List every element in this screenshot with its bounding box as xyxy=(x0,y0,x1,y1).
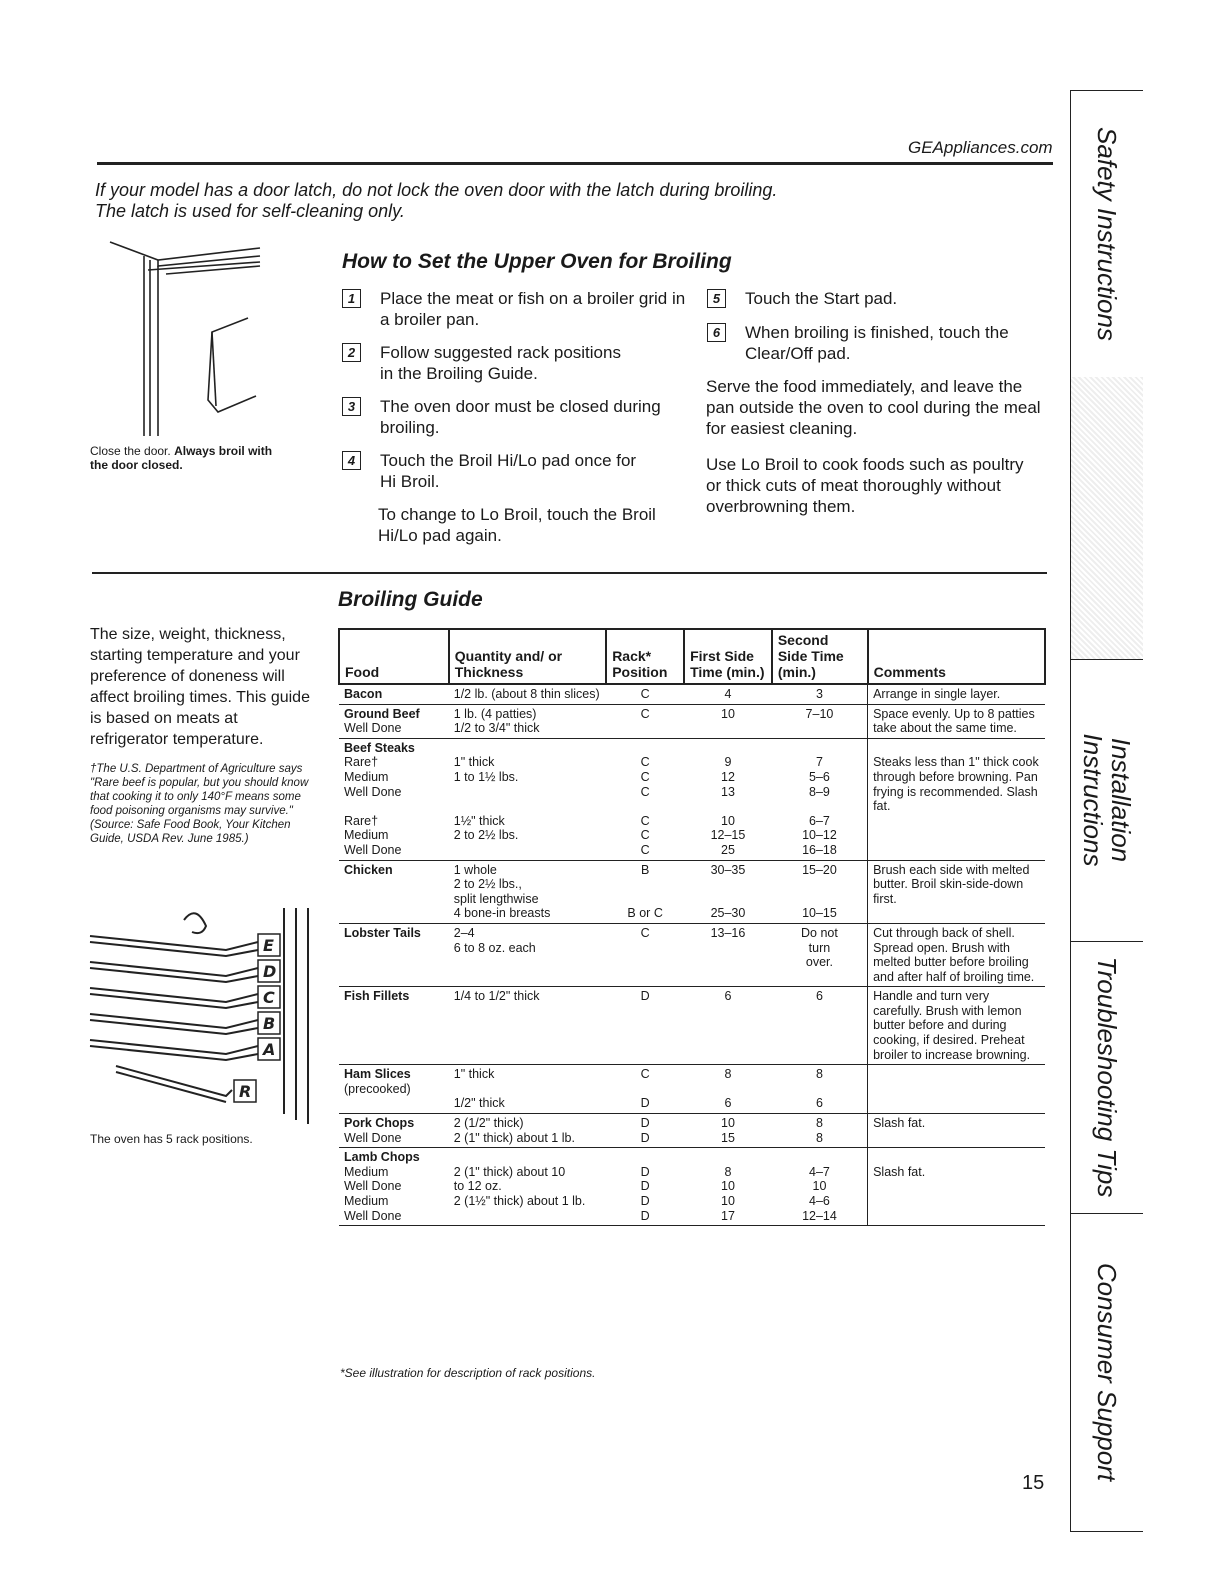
cell-first-side: 9 12 13 10 12–15 25 xyxy=(684,738,772,860)
cell-comments xyxy=(868,1065,1045,1114)
header-rack: Rack* Position xyxy=(606,629,684,684)
cell-rack: C C C C C C xyxy=(606,738,684,860)
oven-door-illustration xyxy=(100,236,270,444)
cell-food: Chicken xyxy=(339,860,449,923)
header-second-side: Second Side Time (min.) xyxy=(772,629,868,684)
cell-food: Pork Chops Well Done xyxy=(339,1114,449,1148)
cell-quantity: 1/4 to 1/2" thick xyxy=(449,987,606,1065)
cell-food: Lobster Tails xyxy=(339,923,449,986)
cell-rack: B B or C xyxy=(606,860,684,923)
tab-consumer-support[interactable] xyxy=(1071,1213,1143,1531)
cell-quantity: 1 lb. (4 patties) 1/2 to 3/4" thick xyxy=(449,704,606,738)
cell-rack: C xyxy=(606,684,684,704)
rack-label-b: B xyxy=(263,1014,276,1033)
cell-second-side: 4–7 10 4–6 12–14 xyxy=(772,1148,868,1226)
header-first-side: First Side Time (min.) xyxy=(684,629,772,684)
door-caption-bold: Always broil with the door closed. xyxy=(90,444,273,472)
cell-food: Beef Steaks Rare† Medium Well Done Rare† Medium Well Done xyxy=(339,738,449,860)
table-row xyxy=(339,987,1045,1065)
upper-oven-heading: How to Set the Upper Oven for Broiling xyxy=(342,250,732,273)
cell-first-side: 13–16 xyxy=(684,923,772,986)
table-row xyxy=(339,684,1045,704)
cell-rack: D D D D xyxy=(606,1148,684,1226)
cell-quantity: 2 (1/2" thick) 2 (1" thick) about 1 lb. xyxy=(449,1114,606,1148)
cell-rack: C D xyxy=(606,1065,684,1114)
tab-troubleshooting-tips[interactable] xyxy=(1071,941,1143,1214)
rack-label-c: C xyxy=(263,988,275,1007)
cell-second-side: Do not turn over. xyxy=(772,923,868,986)
step-1-text: Place the meat or fish on a broiler grid in a broiler pan. xyxy=(380,289,686,329)
serve-instructions: Serve the food immediately, and leave the pan outside the oven to cool during the meal for easiest cleaning. xyxy=(706,377,1041,438)
table-row xyxy=(339,923,1045,986)
cell-quantity: 1" thick 1/2" thick xyxy=(449,1065,606,1114)
guide-side-text: The size, weight, thickness, starting temperature and your preference of doneness will affect broiling times. This guide is based on meats at refrigerator temperature. xyxy=(90,626,310,748)
latch-warning-line-1: If your model has a door latch, do not lock the oven door with the latch during broiling. xyxy=(95,180,778,200)
cell-second-side: 3 xyxy=(772,684,868,704)
cell-second-side: 15–20 10–15 xyxy=(772,860,868,923)
cell-first-side: 6 xyxy=(684,987,772,1065)
broiling-guide-table xyxy=(338,628,1046,1226)
cell-second-side: 8 8 xyxy=(772,1114,868,1148)
cell-comments: Handle and turn very carefully. Brush with lemon butter before and during cooking, if desired. Preheat broiler to increase browning. xyxy=(868,987,1045,1065)
cell-second-side: 8 6 xyxy=(772,1065,868,1114)
tab-troubleshooting-tips-label: Troubleshooting Tips xyxy=(1092,956,1122,1198)
cell-comments: Arrange in single layer. xyxy=(868,684,1045,704)
tab-safety-instructions-label: Safety Instructions xyxy=(1092,127,1122,341)
latch-warning-line-2: The latch is used for self-cleaning only. xyxy=(95,201,405,221)
cell-food: Fish Fillets xyxy=(339,987,449,1065)
cell-quantity: 2 (1" thick) about 10 to 12 oz. 2 (1½" thick) about 1 lb. xyxy=(449,1148,606,1226)
lo-broil-use: Use Lo Broil to cook foods such as poultry or thick cuts of meat thoroughly without overbrowning them. xyxy=(706,455,1024,516)
cell-rack: C xyxy=(606,923,684,986)
site-url: GEAppliances.com xyxy=(908,138,1053,157)
header-food: Food xyxy=(339,629,449,684)
rack-caption: The oven has 5 rack positions. xyxy=(90,1132,253,1146)
cell-food: Bacon xyxy=(339,684,449,704)
lo-broil-change: To change to Lo Broil, touch the Broil Hi/Lo pad again. xyxy=(378,505,656,545)
door-caption-plain: Close the door. xyxy=(90,444,171,458)
cell-quantity: 2–4 6 to 8 oz. each xyxy=(449,923,606,986)
cell-rack: D xyxy=(606,987,684,1065)
step-1-number: 1 xyxy=(342,289,361,308)
cell-quantity: 1 whole 2 to 2½ lbs., split lengthwise 4 bone-in breasts xyxy=(449,860,606,923)
header-rule xyxy=(97,162,1053,165)
cell-second-side: 7 5–6 8–9 6–7 10–12 16–18 xyxy=(772,738,868,860)
cell-first-side: 10 15 xyxy=(684,1114,772,1148)
step-2-text: Follow suggested rack positions in the Broiling Guide. xyxy=(380,343,621,383)
header-quantity: Quantity and/ or Thickness xyxy=(449,629,606,684)
cell-food: Ham Slices (precooked) xyxy=(339,1065,449,1114)
step-3-text: The oven door must be closed during broiling. xyxy=(380,397,661,437)
rack-label-r: R xyxy=(239,1082,252,1101)
cell-second-side: 6 xyxy=(772,987,868,1065)
cell-food: Ground Beef Well Done xyxy=(339,704,449,738)
step-2-number: 2 xyxy=(342,343,361,362)
cell-comments: Space evenly. Up to 8 patties take about the same time. xyxy=(868,704,1045,738)
cell-first-side: 8 10 10 17 xyxy=(684,1148,772,1226)
section-rule xyxy=(92,572,1047,574)
step-5-text: Touch the Start pad. xyxy=(745,289,898,308)
broiling-guide-heading: Broiling Guide xyxy=(338,588,483,611)
tab-installation-instructions-label: Installation Instructions xyxy=(1078,733,1136,867)
table-row xyxy=(339,860,1045,923)
cell-comments: Slash fat. xyxy=(868,1114,1045,1148)
cell-food: Lamb Chops Medium Well Done Medium Well Done xyxy=(339,1148,449,1226)
door-caption xyxy=(90,444,290,472)
cell-comments: Cut through back of shell. Spread open. Brush with melted butter before broiling and after half of broiling time. xyxy=(868,923,1045,986)
cell-comments: Steaks less than 1" thick cook through before browning. Pan frying is recommended. Slash fat. xyxy=(868,738,1045,860)
table-row xyxy=(339,738,1045,860)
step-4-text: Touch the Broil Hi/Lo pad once for Hi Broil. xyxy=(380,451,637,491)
step-6-text: When broiling is finished, touch the Clear/Off pad. xyxy=(745,323,1009,363)
latch-warning xyxy=(95,180,855,222)
usda-footnote: †The U.S. Department of Agriculture says "Rare beef is popular, but you should know that cooking it to only 140°F means some food poisoning organisms may survive." (Source: Safe Food Book, Your Kitchen Guide, USDA Rev. June 1985.) xyxy=(90,763,309,845)
cell-rack: D D xyxy=(606,1114,684,1148)
table-row xyxy=(339,1065,1045,1114)
rack-label-a: A xyxy=(263,1040,276,1059)
header-comments: Comments xyxy=(868,629,1045,684)
cell-first-side: 4 xyxy=(684,684,772,704)
tab-consumer-support-label: Consumer Support xyxy=(1092,1262,1122,1482)
cell-first-side: 30–35 25–30 xyxy=(684,860,772,923)
step-6-number: 6 xyxy=(707,323,726,342)
step-4-number: 4 xyxy=(342,451,361,470)
tab-operating-instructions[interactable] xyxy=(1071,377,1143,660)
cell-quantity: 1/2 lb. (about 8 thin slices) xyxy=(449,684,606,704)
step-3-number: 3 xyxy=(342,397,361,416)
table-footnote: *See illustration for description of rack positions. xyxy=(340,1366,596,1380)
table-row xyxy=(339,704,1045,738)
table-body xyxy=(339,684,1045,1226)
tab-safety-instructions[interactable] xyxy=(1071,91,1143,378)
page-number: 15 xyxy=(1022,1472,1045,1494)
rack-positions-illustration xyxy=(86,900,316,1130)
section-tabs xyxy=(1070,90,1143,1532)
cell-rack: C xyxy=(606,704,684,738)
table-row xyxy=(339,1114,1045,1148)
tab-operating-instructions-label xyxy=(1093,391,1121,645)
tab-installation-instructions[interactable] xyxy=(1071,659,1143,942)
cell-comments: Brush each side with melted butter. Broil skin-side-down first. xyxy=(868,860,1045,923)
step-5-number: 5 xyxy=(707,289,726,308)
cell-comments: Slash fat. xyxy=(868,1148,1045,1226)
table-header-row xyxy=(339,629,1045,684)
cell-first-side: 10 xyxy=(684,704,772,738)
cell-quantity: 1" thick 1 to 1½ lbs. 1½" thick 2 to 2½ lbs. xyxy=(449,738,606,860)
table-row xyxy=(339,1148,1045,1226)
rack-label-d: D xyxy=(263,962,277,981)
cell-second-side: 7–10 xyxy=(772,704,868,738)
rack-label-e: E xyxy=(263,936,274,955)
cell-first-side: 8 6 xyxy=(684,1065,772,1114)
